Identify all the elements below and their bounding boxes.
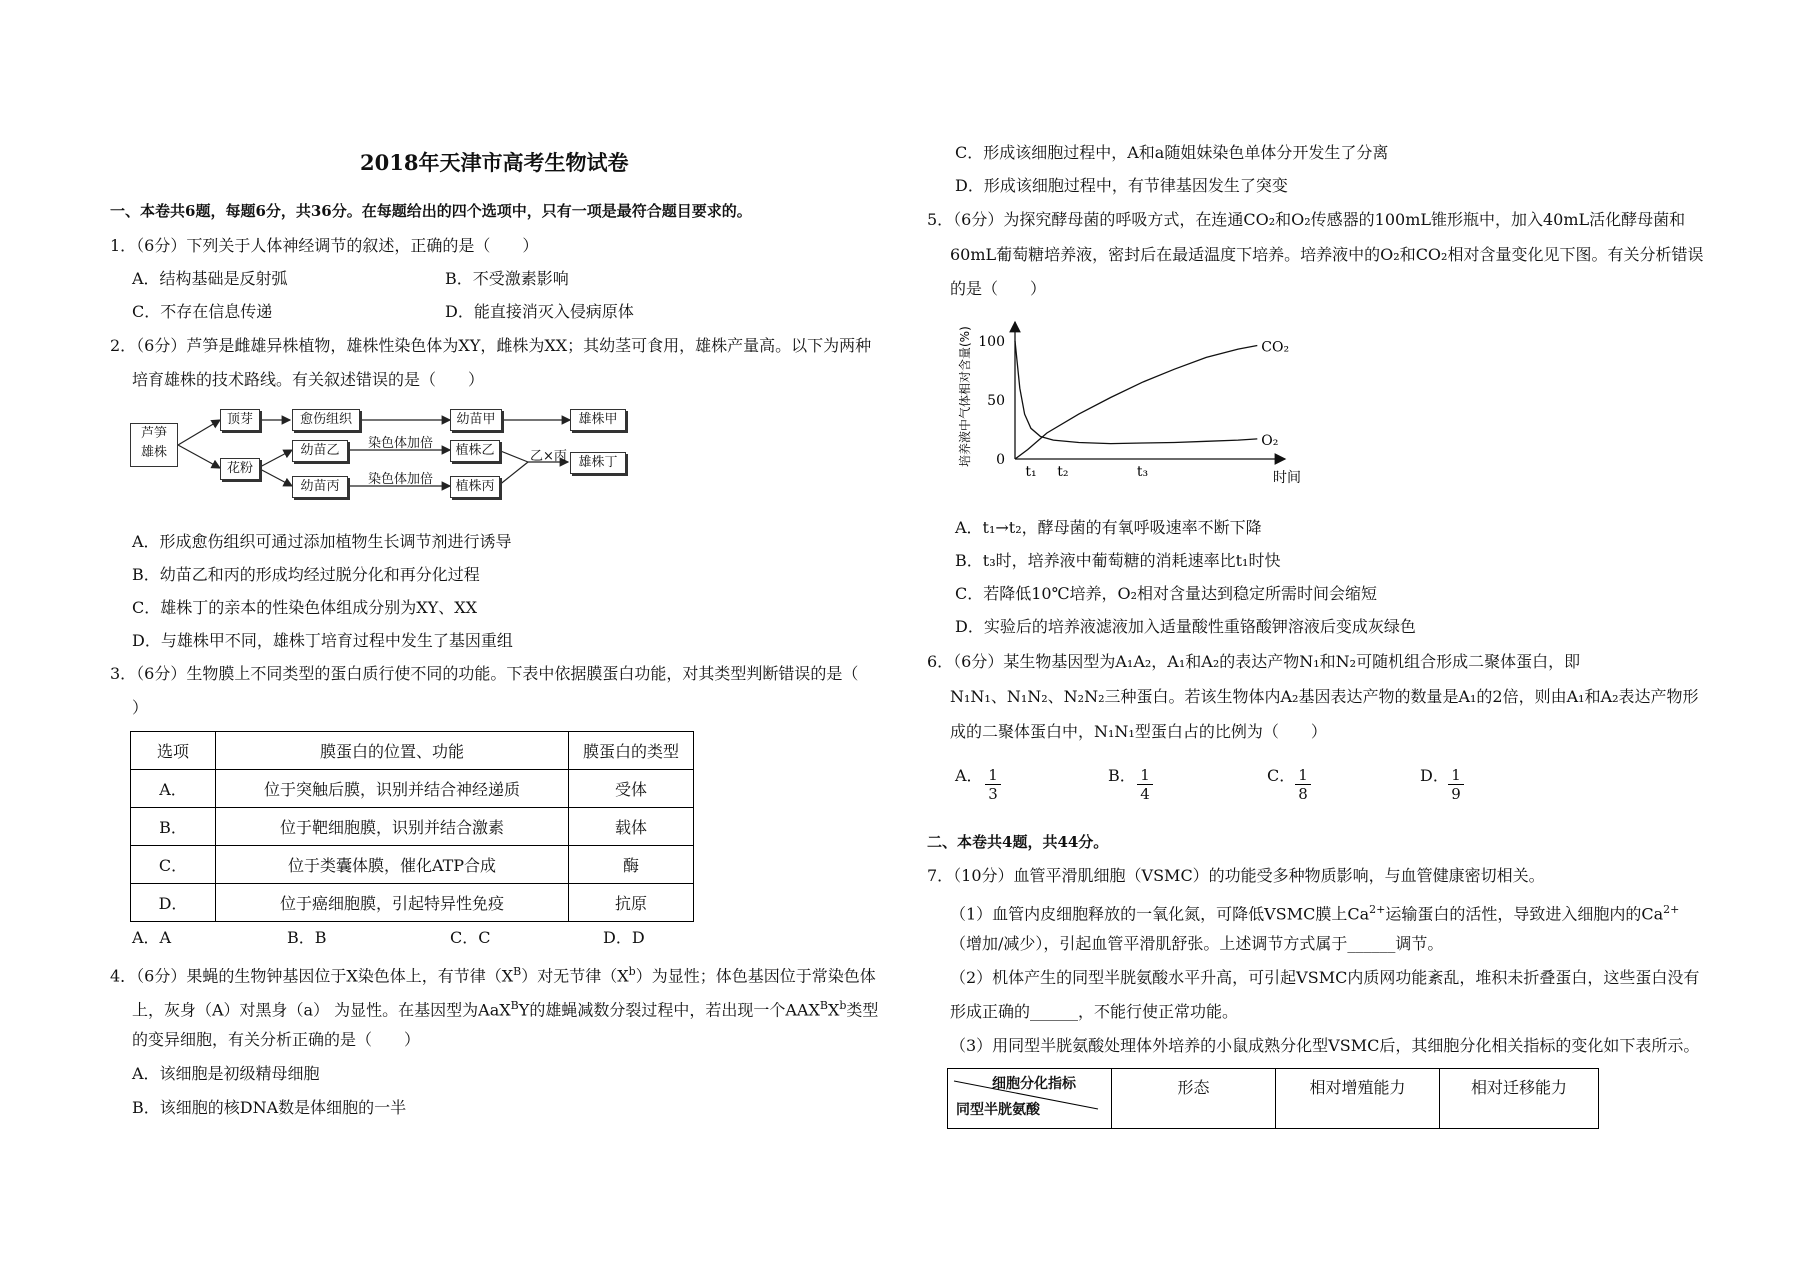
q4-sup: B — [510, 999, 519, 1012]
q3-cell: A． — [131, 770, 216, 808]
q4-text: 上，灰身（A）对黑身（a） 为显性。在基因型为AaX — [132, 1000, 511, 1020]
q3-option-b: B．B — [287, 928, 327, 947]
q4-line-3: 的变异细胞，有关分析正确的是（ ） — [132, 1030, 421, 1049]
q3-cell: D． — [131, 884, 216, 922]
series-line-1 — [1015, 341, 1257, 444]
fraction-num: 1 — [1448, 766, 1464, 785]
x-tick-label: t₁ — [1025, 464, 1037, 480]
q5-option-c: C．若降低10℃培养，O₂相对含量达到稳定所需时间会缩短 — [955, 584, 1378, 603]
q4-line-1 — [110, 962, 876, 986]
flow-box-seedling-c: 幼苗丙 — [292, 476, 348, 498]
y-tick-label: 50 — [987, 392, 1005, 409]
q3-cell: 位于突触后膜，识别并结合神经递质 — [216, 770, 569, 808]
q3-header-function: 膜蛋白的位置、功能 — [216, 732, 569, 770]
q2-stem-1: 2．（6分）芦笋是雌雄异株植物，雄株性染色体为XY，雌株为XX；其幼茎可食用，雄株产量高。以下为两种 — [110, 336, 872, 355]
q1-option-c: C．不存在信息传递 — [132, 302, 273, 321]
q3-cell: B． — [131, 808, 216, 846]
flow-box-plant-c: 植株丙 — [450, 476, 500, 498]
flow-label-doubling-1: 染色体加倍 — [368, 436, 434, 451]
q1-option-b: B．不受激素影响 — [445, 269, 569, 288]
q5-option-b: B．t₃时，培养液中葡萄糖的消耗速率比t₁时快 — [955, 551, 1281, 570]
right-column — [905, 0, 1815, 1282]
q3-cell: 抗原 — [569, 884, 694, 922]
q4-text: 类型 — [846, 1000, 879, 1020]
fraction-num: 1 — [1137, 766, 1153, 785]
q3-header-type: 膜蛋白的类型 — [569, 732, 694, 770]
q7-header-form: 形态 — [1112, 1069, 1276, 1129]
q3-cell: 受体 — [569, 770, 694, 808]
q2-option-d: D．与雄株甲不同，雄株丁培育过程中发生了基因重组 — [132, 631, 513, 650]
flow-start-box: 芦笋 雄株 — [130, 423, 178, 467]
q6-option-label: A． — [955, 766, 983, 785]
q3-header-option: 选项 — [131, 732, 216, 770]
q3-cell: 位于类囊体膜，催化ATP合成 — [216, 846, 569, 884]
q1-stem: 1．（6分）下列关于人体神经调节的叙述，正确的是（ ） — [110, 236, 539, 255]
q6-option-label: D． — [1420, 766, 1449, 785]
q3-cell: 位于癌细胞膜，引起特异性免疫 — [216, 884, 569, 922]
q4-text: ）对无节律（X — [521, 966, 629, 986]
left-column — [0, 0, 905, 1282]
q4-sup: b — [839, 999, 847, 1012]
flow-box-seedling-b: 幼苗乙 — [292, 440, 348, 462]
q6-line-1: 6．（6分）某生物基因型为A₁A₂，A₁和A₂的表达产物N₁和N₂可随机组合形成二聚体蛋白，即 — [927, 652, 1581, 671]
q6-fraction — [1137, 766, 1153, 803]
page-title: 2018年天津市高考生物试卷 — [360, 150, 629, 175]
q7-table-diag-cell — [948, 1069, 1112, 1129]
fraction-den: 4 — [1140, 785, 1150, 803]
q6-option-label: C． — [1267, 766, 1296, 785]
chart-x-label: 时间 — [1273, 470, 1301, 486]
q6-fraction — [1448, 766, 1464, 803]
q4-sup: b — [628, 965, 636, 978]
q4-line-2 — [132, 996, 878, 1020]
q7-part1-line2: （增加/减少），引起血管平滑肌舒张。上述调节方式属于______调节。 — [950, 934, 1444, 953]
q7-part2-line1: （2）机体产生的同型半胱氨酸水平升高，可引起VSMC内质网功能紊乱，堆积未折叠蛋白，这些蛋白没有 — [950, 968, 1700, 987]
q7-sup: 2+ — [1369, 903, 1386, 916]
q5-line-3: 的是（ ） — [950, 279, 1047, 298]
q1-option-a: A．结构基础是反射弧 — [132, 269, 288, 288]
series-label-0: CO₂ — [1261, 339, 1290, 356]
q4-text: Y的雄蝇减数分裂过程中，若出现一个AAX — [518, 1000, 820, 1020]
q7-text: 运输蛋白的活性，导致进入细胞内的Ca — [1385, 904, 1664, 924]
q2-flowchart — [130, 400, 650, 510]
q5-chart — [955, 312, 1335, 492]
fraction-den: 3 — [988, 785, 998, 803]
flow-box-callus: 愈伤组织 — [292, 409, 360, 431]
q3-option-c: C．C — [450, 928, 491, 947]
y-tick-label: 100 — [978, 333, 1005, 350]
q6-option-label: B． — [1108, 766, 1136, 785]
q4-text: ）为显性；体色基因位于常染色体 — [635, 966, 876, 986]
diag-top-label: 细胞分化指标 — [992, 1076, 1076, 1092]
section1-heading: 一、本卷共6题，每题6分，共36分。在每题给出的四个选项中，只有一项是最符合题目要求的。 — [110, 202, 752, 220]
q4-option-d: D．形成该细胞过程中，有节律基因发生了突变 — [955, 176, 1288, 195]
q7-part3: （3）用同型半胱氨酸处理体外培养的小鼠成熟分化型VSMC后，其细胞分化相关指标的变化如下表所示。 — [950, 1036, 1700, 1055]
q3-option-d: D．D — [603, 928, 645, 947]
q3-cell: C． — [131, 846, 216, 884]
q3-stem-1: 3．（6分）生物膜上不同类型的蛋白质行使不同的功能。下表中依据膜蛋白功能，对其类型判断错误的是（ — [110, 664, 859, 683]
fraction-num: 1 — [1295, 766, 1311, 785]
x-tick-label: t₃ — [1136, 464, 1149, 480]
q7-part1-line1 — [950, 900, 1679, 924]
q2-stem-2: 培育雄株的技术路线。有关叙述错误的是（ ） — [132, 370, 485, 389]
fraction-num: 1 — [985, 766, 1001, 785]
q3-stem-2: ） — [132, 698, 149, 717]
q5-line-1: 5．（6分）为探究酵母菌的呼吸方式，在连通CO₂和O₂传感器的100mL锥形瓶中，加入40mL活化酵母菌和 — [927, 210, 1686, 229]
q4-text: X — [827, 1000, 840, 1020]
q2-option-a: A．形成愈伤组织可通过添加植物生长调节剂进行诱导 — [132, 532, 512, 551]
section2-heading: 二、本卷共4题，共44分。 — [927, 833, 1109, 851]
q3-cell: 酶 — [569, 846, 694, 884]
q4-option-b: B．该细胞的核DNA数是体细胞的一半 — [132, 1098, 407, 1117]
q7-stem: 7．（10分）血管平滑肌细胞（VSMC）的功能受多种物质影响，与血管健康密切相关。 — [927, 866, 1545, 885]
q4-text: 4．（6分）果蝇的生物钟基因位于X染色体上，有节律（X — [110, 966, 514, 986]
q6-line-2: N₁N₁、N₁N₂、N₂N₂三种蛋白。若该生物体内A₂基因表达产物的数量是A₁的2倍，则由A₁和A₂表达产物形 — [950, 687, 1699, 706]
fraction-den: 8 — [1298, 785, 1308, 803]
q7-part2-line2: 形成正确的______，不能行使正常功能。 — [950, 1002, 1239, 1021]
q1-option-d: D．能直接消灭入侵病原体 — [445, 302, 634, 321]
q3-cell: 位于靶细胞膜，识别并结合激素 — [216, 808, 569, 846]
flow-box-male-d: 雄株丁 — [570, 452, 626, 474]
q3-cell: 载体 — [569, 808, 694, 846]
q2-option-b: B．幼苗乙和丙的形成均经过脱分化和再分化过程 — [132, 565, 480, 584]
flow-box-bud: 顶芽 — [220, 409, 260, 431]
q7-text: （1）血管内皮细胞释放的一氧化氮，可降低VSMC膜上Ca — [950, 904, 1370, 924]
q2-option-c: C．雄株丁的亲本的性染色体组成分别为XY、XX — [132, 598, 477, 617]
diag-bottom-label: 同型半胱氨酸 — [956, 1102, 1040, 1118]
q3-table — [130, 731, 694, 922]
q4-sup: B — [819, 999, 828, 1012]
q4-option-c: C．形成该细胞过程中，A和a随姐妹染色单体分开发生了分离 — [955, 143, 1389, 162]
flow-box-plant-b: 植株乙 — [450, 440, 500, 462]
q6-line-3: 成的二聚体蛋白中，N₁N₁型蛋白占的比例为（ ） — [950, 722, 1327, 741]
q4-sup: B — [513, 965, 522, 978]
q3-option-a: A．A — [132, 928, 172, 947]
q7-sup: 2+ — [1663, 903, 1680, 916]
q4-option-a: A．该细胞是初级精母细胞 — [132, 1064, 320, 1083]
q5-line-2: 60mL葡萄糖培养液，密封后在最适温度下培养。培养液中的O₂和CO₂相对含量变化见下图。有关分析错误 — [950, 245, 1704, 264]
fraction-den: 9 — [1451, 785, 1461, 803]
q7-header-proliferation: 相对增殖能力 — [1276, 1069, 1440, 1129]
x-tick-label: t₂ — [1057, 464, 1069, 480]
q7-header-migration: 相对迁移能力 — [1440, 1069, 1599, 1129]
flow-box-male-a: 雄株甲 — [570, 409, 626, 431]
q6-fraction — [1295, 766, 1311, 803]
series-label-1: O₂ — [1261, 432, 1279, 449]
q7-table — [947, 1068, 1599, 1129]
q5-option-a: A．t₁→t₂，酵母菌的有氧呼吸速率不断下降 — [955, 518, 1262, 537]
q6-fraction — [985, 766, 1001, 803]
flow-box-seedling-a: 幼苗甲 — [450, 409, 502, 431]
flow-label-doubling-2: 染色体加倍 — [368, 472, 434, 487]
chart-y-label: 培养液中气体相对含量(%) — [958, 326, 972, 467]
y-tick-label: 0 — [996, 452, 1005, 468]
series-line-0 — [1015, 346, 1257, 460]
q5-option-d: D．实验后的培养液滤液加入适量酸性重铬酸钾溶液后变成灰绿色 — [955, 617, 1416, 636]
flow-box-pollen: 花粉 — [220, 458, 260, 480]
flow-label-cross: 乙×丙 — [530, 449, 567, 464]
